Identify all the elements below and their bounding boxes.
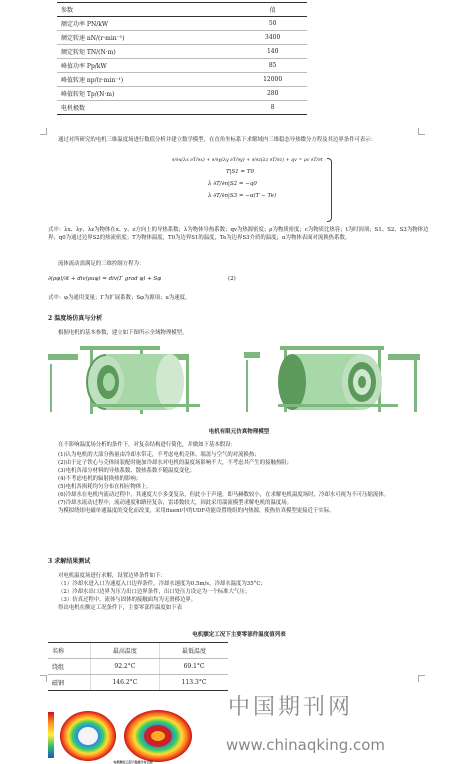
parameter-row [57,45,307,59]
corner-mark-tr [418,128,425,135]
motor-model-right [244,346,420,412]
parameter-row [57,59,307,73]
assumption-item: (6)冷却水在电机内流动过程中，其速度大小多变复杂，但此小于声速，即马赫数较小，在求解电机温度场时，冷却水可视为不可压缩流体。 [58,492,390,498]
temperature-contour-figure [48,708,218,763]
variables-paragraph: 式中：λx、λy、λz为物体在x、y、z方向上的导热系数；λ为物体导热系数；qv为热源密度；ρ为物质密度；c为物质比热容；t为时间项；S1、S2、S3为物体边界；q0为通过边界S2的热流密度；T为物体温度，T0为边界S1的温度，Te为边界S3介质的温度；α为物体表面对流换热系数。 [48,227,429,241]
variables-paragraph-2: 式中：φ为通用变量；Γ为扩展系数；Sφ为源项；u为速度。 [48,295,191,301]
temperature-row [48,659,228,675]
table-cell: 280 [238,87,307,101]
conditions-block [48,572,430,612]
corner-mark-tl [40,128,47,135]
temperature-table [48,642,228,691]
section-2-heading: 2 温度场仿真与分析 [48,315,103,322]
table-cell: 电机极数 [57,101,238,115]
parameter-row [57,87,307,101]
model-paragraph: 根据电机的基本参数，建立如下图所示全域物理模型。 [58,330,188,336]
heat-equation [172,158,332,220]
assumption-intro: 在不影响温度场分析的条件下，对复杂结构进行简化，并做如下基本假设： [58,442,236,448]
legend-bar [48,712,54,758]
assumption-item: (7)冷却水流动过程中，流动速度和路径复杂，雷诺数较大，因此采用湍流模型求解电机的温度场。 [58,500,293,506]
condition-item: （2）冷却水出口边界为压力出口边界条件，出口处压力设定为一个标准大气压； [58,589,251,595]
table-cell: 69.1°C [160,659,228,675]
parameter-row [57,101,307,115]
table-cell: 最高温度 [90,643,159,659]
flow-paragraph: 流体流动需满足的三维控制方程为： [58,261,145,267]
figure-3-caption: 电机额定工况下温度分布云图 [113,760,153,764]
temperature-row [48,675,228,691]
boundary-3: λ ∂T/∂n|S3 = −α(T − Te) [208,193,277,199]
table-cell: 8 [238,101,307,115]
heat-equation-main: ∂/∂x(λx ∂T/∂x) + ∂/∂y(λy ∂T/∂y) + ∂/∂z(λz ∂T/∂z) + qv = ρc ∂T/∂t [172,158,323,163]
table-cell: 峰值转矩 Tp/(N·m) [57,87,238,101]
section-3-heading: 3 求解结果测试 [48,558,91,565]
assumption-list [48,451,430,515]
table-cell: 参数 [57,3,238,17]
intro-paragraph: 通过对所研究的电机三维温度场进行数值分析并建立数学模型，在直角坐标系下求解域内三维稳态导热微分方程及其边界条件可表示： [58,137,377,143]
corner-mark-br [418,675,425,682]
table-cell: 额定转速 nN/(r·min⁻¹) [57,31,238,45]
table-cell: 峰值功率 Pp/kW [57,59,238,73]
table-cell: 146.2°C [90,675,159,691]
equation-brace [327,158,332,222]
table-cell: 113.3°C [160,675,228,691]
corner-mark-bl [40,675,47,682]
parameter-row [57,31,307,45]
table-cell: 绕组 [48,659,90,675]
table-cell: 磁钢 [48,675,90,691]
table-2-caption: 电机额定工况下主要零部件温度值列表 [192,632,286,638]
table-cell: 12000 [238,73,307,87]
table-cell: 峰值转速 np/(r·min⁻¹) [57,73,238,87]
table-cell: 50 [238,17,307,31]
table-header-row [57,3,307,17]
boundary-2: λ ∂T/∂n|S2 = −q0 [208,181,257,187]
contour-plot-2 [124,710,192,762]
conditions-intro: 对电机温度场进行求解，设置边界条件如下： [58,573,166,579]
result-paragraph: 得出电机在额定工况条件下，主要零部件温度如下表 [58,605,182,611]
table-cell: 额定功率 PN/kW [57,17,238,31]
table-cell: 最低温度 [160,643,228,659]
condition-item: （1）冷却水进入口为速度入口边界条件，冷却水速度为0.5m/s，冷却水温度为35°C； [58,581,266,587]
table-cell: 3400 [238,31,307,45]
parameter-row [57,73,307,87]
motor-model-figure [48,342,430,420]
watermark-chinese: 中国期刊网 [228,695,354,720]
flow-equation-text: ∂(ρφ)/∂t + div(ρuφ) = div(Γ grad φ) + Sφ [48,276,162,282]
assumption-item: (1)认为电机的大部分热量由冷却水带走，不考虑电机壳体、端盖与空气的对流换热； [58,452,260,458]
parameter-table [57,2,307,115]
assumption-item: (5)电机各损耗均匀分布在相应物体上。 [58,484,152,490]
watermark-url: www.chinaqking.com [226,736,386,754]
table-cell: 85 [238,59,307,73]
table-cell: 名称 [48,643,90,659]
assumption-item: (4)不考虑电机的辐射换热的影响； [58,476,142,482]
table-cell: 额定转矩 TN/(N·m) [57,45,238,59]
assumption-item: (2)由于定子铁心与壳体间装配时施加冷却水对电机的温度场影响不大，不考虑其产生的接触热阻； [58,460,293,466]
table-cell: 值 [238,3,307,17]
flow-equation-number: (2) [228,276,236,282]
boundary-1: T|S1 = T0 [226,169,255,175]
table-cell: 140 [238,45,307,59]
table-header-row [48,643,228,659]
parameter-row [57,17,307,31]
motor-model-left [48,346,200,414]
flow-equation [48,276,430,282]
table-cell: 92.2°C [90,659,159,675]
assumption-item: (3)电机各部分材料的导热系数、散热系数不随温度变化； [58,468,196,474]
condition-item: （3）仿真过程中，流体与固体的接触面均为无滑移边界。 [58,597,197,603]
method-paragraph: 为模拟绕组电磁单通温度的变化而改变，采用fluent中的UDF功能设置绕组的内热源，使热仿真模型更接近于实际。 [58,508,335,514]
figure-1-caption: 电机有限元仿真物理模型 [208,429,270,435]
